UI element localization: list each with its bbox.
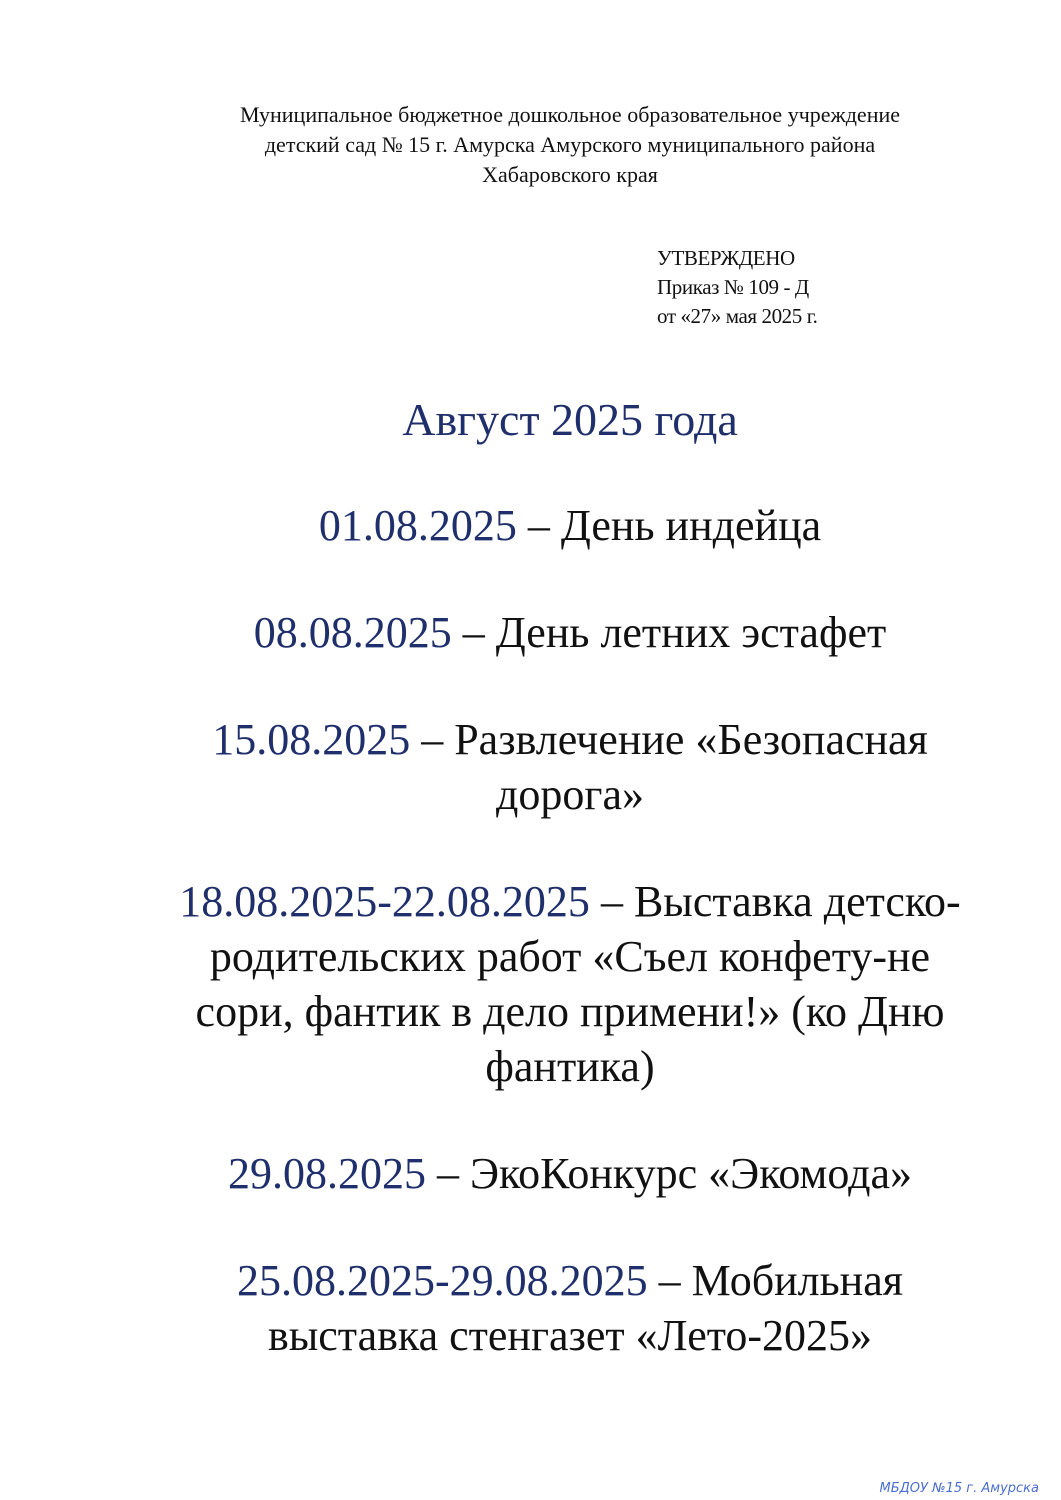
event-text: – ЭкоКонкурс «Экомода» [425, 1149, 913, 1198]
approval-date: от «27» мая 2025 г. [657, 304, 818, 328]
event-text: – Выставка детско- [589, 877, 961, 926]
event-date: 01.08.2025 [318, 501, 517, 550]
event-text-continued: фантика) [485, 1042, 655, 1091]
institution-header [80, 100, 1060, 190]
approval-order: Приказ № 109 - Д [657, 275, 809, 299]
event-text-continued: дорога» [496, 770, 644, 819]
event-date: 18.08.2025-22.08.2025 [179, 877, 590, 926]
event-date: 15.08.2025 [212, 715, 411, 764]
event-text: – Развлечение «Безопасная [410, 715, 928, 764]
event-text-continued: родительских работ «Съел конфету-не [209, 932, 931, 981]
approval-title: УТВЕРЖДЕНО [657, 246, 795, 270]
institution-line-2: детский сад № 15 г. Амурска Амурского муниципального района [264, 132, 876, 157]
institution-line-3: Хабаровского края [482, 162, 658, 187]
event-text-continued: выставка стенгазет «Лето-2025» [267, 1311, 873, 1360]
event-item [80, 1146, 1060, 1201]
event-line [80, 1253, 1060, 1308]
event-text: – Мобильная [647, 1256, 903, 1305]
event-text-continued: сори, фантик в дело примени!» (ко Дню [195, 987, 945, 1036]
event-list [80, 498, 1060, 1363]
event-line [80, 1146, 1060, 1201]
event-line [80, 712, 1060, 767]
event-item [80, 712, 1060, 822]
event-date: 25.08.2025-29.08.2025 [237, 1256, 648, 1305]
institution-line-1: Муниципальное бюджетное дошкольное образовательное учреждение [240, 102, 900, 127]
event-date: 08.08.2025 [253, 608, 452, 657]
event-item [80, 498, 1060, 553]
event-item [80, 874, 1060, 1094]
event-line [80, 605, 1060, 660]
event-text: – День индейца [516, 501, 822, 550]
approval-stamp [657, 244, 817, 331]
event-line [80, 498, 1060, 553]
event-date: 29.08.2025 [227, 1149, 426, 1198]
page-title: Август 2025 года [402, 394, 738, 445]
event-item [80, 1253, 1060, 1363]
event-line [80, 874, 1060, 929]
event-text: – День летних эстафет [451, 608, 887, 657]
footer-watermark: МБДОУ №15 г. Амурска [879, 1481, 1039, 1496]
event-item [80, 605, 1060, 660]
